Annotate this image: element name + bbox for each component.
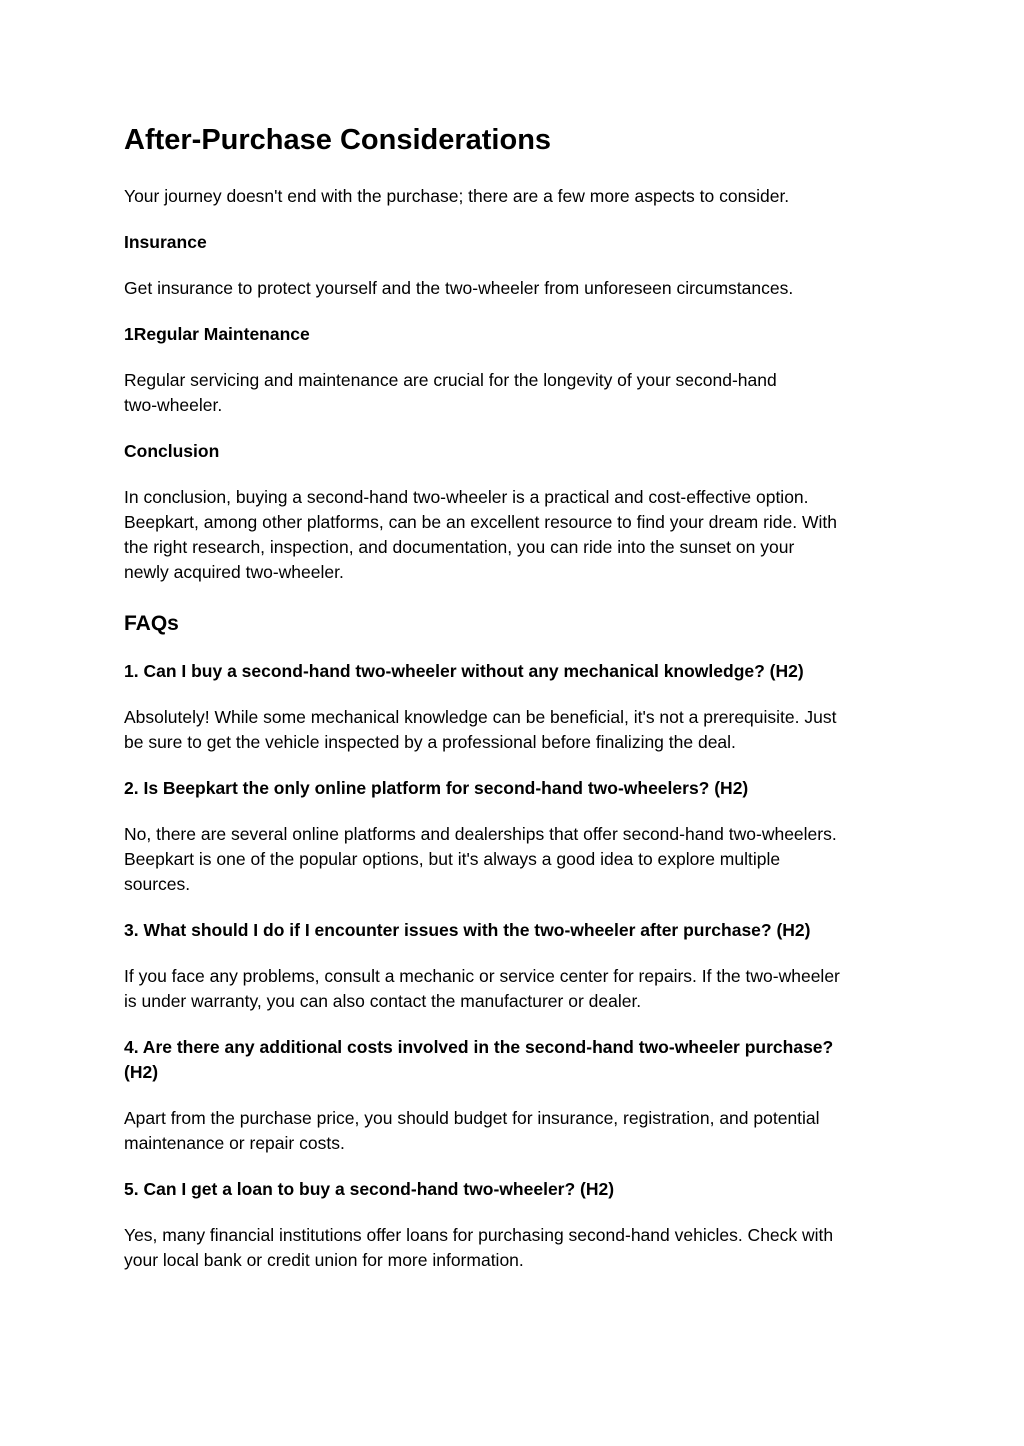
faq-answer (124, 1223, 904, 1273)
faq-question (124, 1035, 904, 1085)
text-line: Beepkart is one of the popular options, but it's always a good idea to explore multiple (124, 849, 781, 869)
faqs-heading: FAQs (124, 612, 179, 635)
text-line: Regular servicing and maintenance are crucial for the longevity of your second-hand (124, 370, 777, 390)
text-line: newly acquired two-wheeler. (124, 562, 344, 582)
text-line: If you face any problems, consult a mechanic or service center for repairs. If the two-wheeler (124, 966, 840, 986)
faq-answer (124, 822, 904, 897)
faq-answer (124, 1106, 904, 1156)
faq-answer (124, 964, 904, 1014)
text-line: Apart from the purchase price, you should budget for insurance, registration, and potential (124, 1108, 820, 1128)
text-line: maintenance or repair costs. (124, 1133, 345, 1153)
text-line: is under warranty, you can also contact the manufacturer or dealer. (124, 991, 642, 1011)
maintenance-heading: 1Regular Maintenance (124, 324, 310, 344)
faq-question: 5. Can I get a loan to buy a second-hand two-wheeler? (H2) (124, 1179, 615, 1199)
text-line: Yes, many financial institutions offer loans for purchasing second-hand vehicles. Check with (124, 1225, 834, 1245)
faq-question: 3. What should I do if I encounter issues with the two-wheeler after purchase? (H2) (124, 920, 811, 940)
text-line: two-wheeler. (124, 395, 223, 415)
text-line: be sure to get the vehicle inspected by a professional before finalizing the deal. (124, 732, 736, 752)
insurance-heading: Insurance (124, 232, 207, 252)
text-line: 4. Are there any additional costs involved in the second-hand two-wheeler purchase? (124, 1037, 834, 1057)
text-line: your local bank or credit union for more information. (124, 1250, 524, 1270)
conclusion-heading: Conclusion (124, 441, 220, 461)
text-line: Absolutely! While some mechanical knowledge can be beneficial, it's not a prerequisite. Just (124, 707, 837, 727)
maintenance-paragraph (124, 368, 904, 418)
text-line: the right research, inspection, and documentation, you can ride into the sunset on your (124, 537, 795, 557)
intro-paragraph: Your journey doesn't end with the purchase; there are a few more aspects to consider. (124, 186, 790, 206)
page-title: After-Purchase Considerations (124, 124, 552, 156)
faq-answer (124, 705, 904, 755)
insurance-paragraph: Get insurance to protect yourself and the two-wheeler from unforeseen circumstances. (124, 278, 794, 298)
text-line: sources. (124, 874, 191, 894)
document-content (124, 120, 904, 1273)
text-line: (H2) (124, 1062, 159, 1082)
text-line: Beepkart, among other platforms, can be an excellent resource to find your dream ride. With (124, 512, 837, 532)
text-line: In conclusion, buying a second-hand two-wheeler is a practical and cost-effective option. (124, 487, 809, 507)
text-line: No, there are several online platforms and dealerships that offer second-hand two-wheelers. (124, 824, 837, 844)
faq-question: 1. Can I buy a second-hand two-wheeler without any mechanical knowledge? (H2) (124, 661, 804, 681)
faq-question: 2. Is Beepkart the only online platform for second-hand two-wheelers? (H2) (124, 778, 749, 798)
conclusion-paragraph (124, 485, 904, 585)
